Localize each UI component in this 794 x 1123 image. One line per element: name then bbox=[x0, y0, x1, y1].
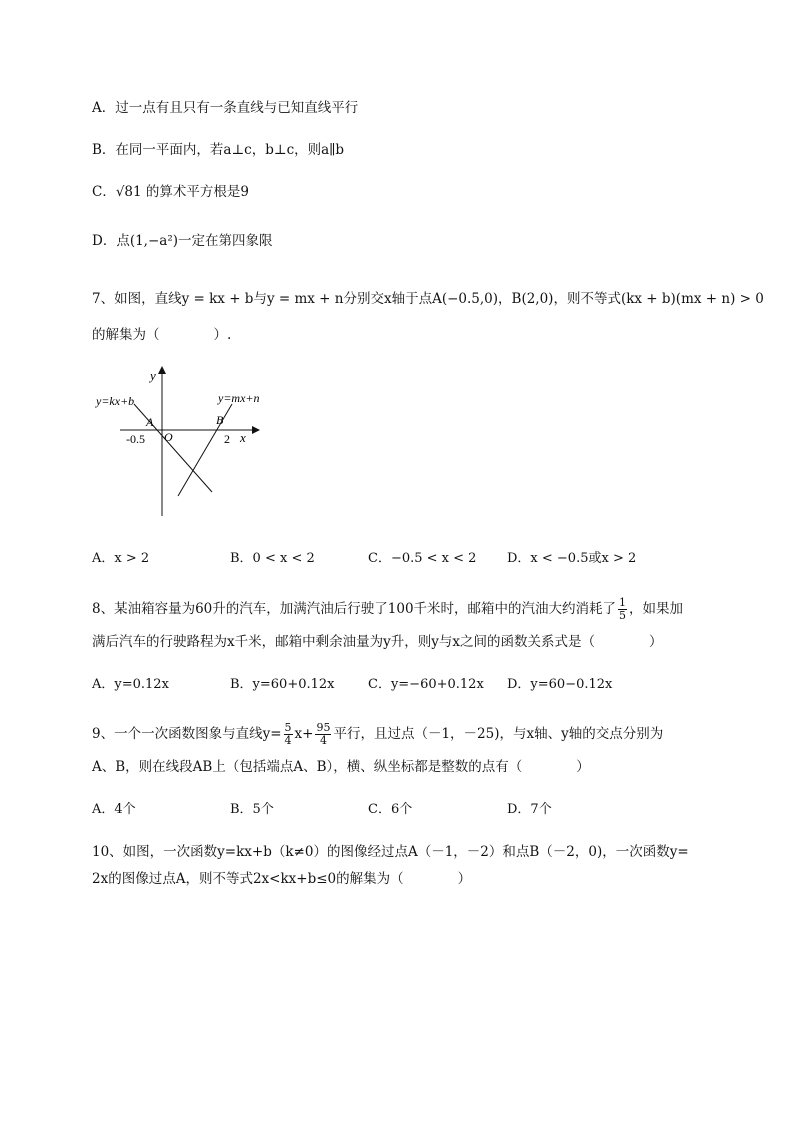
q9-option-c: C．6个 bbox=[368, 802, 413, 817]
q9-fraction-1 bbox=[284, 722, 293, 747]
q10-stem-line2: 2x的图像过点A，则不等式2x<kx+b≤0的解集为（ ） bbox=[92, 871, 472, 887]
q8-option-d: D．y=60−0.12x bbox=[507, 677, 613, 692]
q8-option-c: C．y=−60+0.12x bbox=[368, 677, 484, 692]
line1-label: y=kx+b bbox=[96, 394, 135, 408]
q9-stem-line2: A、B，则在线段AB上（包括端点A、B），横、纵坐标都是整数的点有（ ） bbox=[92, 759, 590, 775]
q7-stem-line2: 的解集为（ ）. bbox=[92, 327, 232, 343]
option-a: A．过一点有且只有一条直线与已知直线平行 bbox=[92, 100, 359, 116]
tick-pos-label: 2 bbox=[224, 432, 230, 446]
q8-text-post: ，如果加 bbox=[629, 601, 684, 617]
q9-fraction-2 bbox=[315, 722, 331, 747]
point-b-label: B bbox=[216, 413, 224, 427]
point-a-label: A bbox=[146, 415, 154, 429]
q7-option-c: C．−0.5 < x < 2 bbox=[368, 551, 477, 566]
q8-option-b: B．y=60+0.12x bbox=[230, 677, 335, 692]
q9-option-b: B．5个 bbox=[230, 802, 274, 817]
q8-text-pre: 8、某油箱容量为60升的汽车，加满汽油后行驶了100千米时，邮箱中的汽油大约消耗了 bbox=[92, 601, 617, 617]
q9-f1-den: 4 bbox=[284, 734, 292, 747]
q9-f1-num: 5 bbox=[284, 721, 292, 734]
line2-label: y=mx+n bbox=[218, 391, 260, 405]
q8-frac-den: 5 bbox=[619, 609, 627, 622]
q9-stem-line1 bbox=[92, 722, 663, 747]
q7-option-d: D．x < −0.5或x > 2 bbox=[507, 551, 637, 566]
q9-option-a: A．4个 bbox=[92, 802, 136, 817]
q9-text-pre: 9、一个一次函数图象与直线y= bbox=[92, 726, 282, 742]
x-axis-arrow bbox=[252, 426, 260, 434]
q8-option-a: A．y=0.12x bbox=[92, 677, 169, 692]
q7-option-b: B．0 < x < 2 bbox=[230, 551, 315, 566]
origin-label: O bbox=[164, 430, 173, 444]
q9-option-d: D．7个 bbox=[507, 802, 552, 817]
tick-neg-label: -0.5 bbox=[126, 432, 145, 446]
q8-stem-line2: 满后汽车的行驶路程为x千米，邮箱中剩余油量为y升，则y与x之间的函数关系式是（ ） bbox=[92, 634, 663, 650]
q7-stem-line1: 7、如图，直线y = kx + b与y = mx + n分别交x轴于点A(−0.5,0)，B(2,0)，则不等式(kx + b)(mx + n) > 0 bbox=[92, 291, 764, 307]
q9-f2-den: 4 bbox=[319, 734, 327, 747]
q8-stem-line1 bbox=[92, 597, 683, 622]
option-d: D．点(1,−a²)一定在第四象限 bbox=[92, 233, 273, 249]
q7-figure bbox=[90, 364, 290, 524]
x-axis-label: x bbox=[240, 430, 246, 445]
q8-fraction bbox=[618, 597, 627, 622]
q8-frac-num: 1 bbox=[619, 596, 627, 609]
q9-text-mid: x+ bbox=[294, 726, 314, 742]
line-mx-n bbox=[178, 404, 232, 496]
q9-text-post: 平行，且过点（－1，－25)，与x轴、y轴的交点分别为 bbox=[333, 726, 664, 742]
q9-f2-num: 95 bbox=[316, 721, 331, 734]
y-axis-arrow bbox=[158, 366, 166, 374]
q10-stem-line1: 10、如图，一次函数y=kx+b（k≠0）的图像经过点A（－1，－2）和点B（－2，0)，一次函数y= bbox=[92, 844, 689, 860]
q7-option-a: A．x > 2 bbox=[92, 551, 150, 566]
y-axis-label: y bbox=[150, 368, 156, 383]
option-b: B．在同一平面内，若a⊥c，b⊥c，则a∥b bbox=[92, 142, 345, 158]
option-c: C．√81 的算术平方根是9 bbox=[92, 184, 249, 200]
